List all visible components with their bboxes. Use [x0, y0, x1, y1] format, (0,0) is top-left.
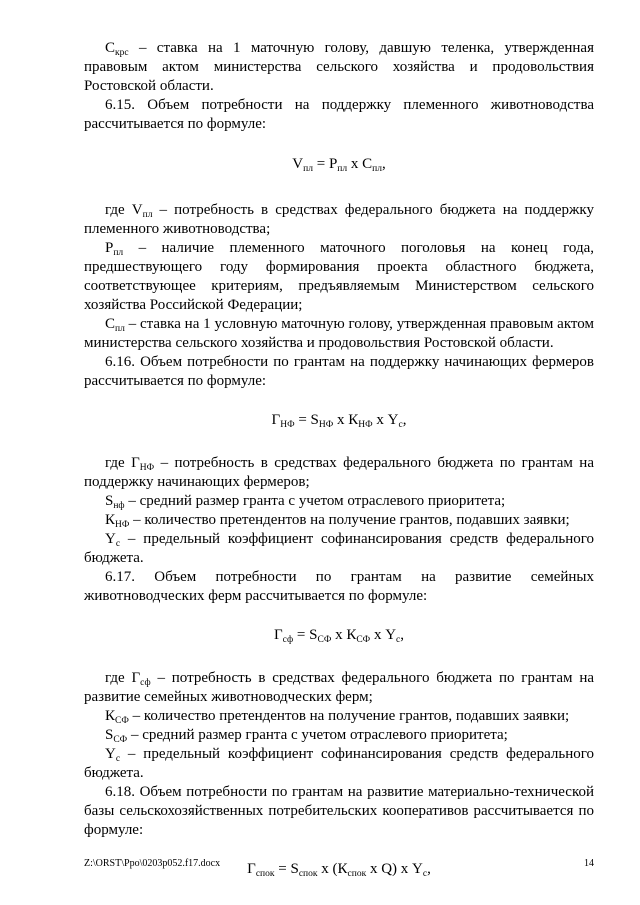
- symbol: Г: [131, 455, 140, 471]
- formula-operator: х Q) х: [366, 861, 413, 877]
- formula-term: К: [346, 627, 357, 643]
- formula-operator: =: [274, 861, 291, 877]
- formula-6-15: [84, 155, 594, 174]
- symbol: С: [105, 40, 116, 56]
- formula-operator: х: [372, 412, 388, 428]
- formula-operator: х: [331, 627, 347, 643]
- symbol: К: [105, 512, 116, 528]
- formula-subscript: НФ: [358, 420, 373, 430]
- formula-subscript: c: [396, 635, 401, 645]
- symbol: Y: [105, 531, 116, 547]
- definition-text: – ставка на 1 условную маточную голову, утвержденная правовым актом министерства сельского хозяйства и продовольствия Ростовской области.: [84, 316, 594, 351]
- definition-text: – потребность в средствах федерального бюджета по грантам на поддержку начинающих фермеров;: [84, 455, 594, 490]
- symbol: Y: [105, 746, 116, 762]
- symbol-subscript: НФ: [115, 520, 130, 530]
- paragraph-c-krs: [84, 39, 594, 96]
- formula-term: S: [309, 627, 318, 643]
- formula-subscript: спок: [347, 869, 367, 879]
- formula-term: Р: [328, 156, 338, 172]
- formula-operator: =: [293, 627, 310, 643]
- formula-subscript: НФ: [280, 420, 295, 430]
- section-6-18: 6.18. Объем потребности по грантам на развитие материально-технической базы сельскохозяйственных потребительских кооперативов рассчитывается по формуле:: [84, 784, 594, 838]
- symbol: С: [105, 316, 116, 332]
- definition-text: – средний размер гранта с учетом отраслевого приоритета;: [127, 727, 508, 743]
- symbol-subscript: крс: [115, 48, 129, 58]
- formula-subscript: СФ: [317, 635, 332, 645]
- symbol-subscript: c: [115, 539, 121, 549]
- formula-operator: ,: [400, 627, 404, 643]
- formula-subscript: пл: [303, 164, 313, 174]
- symbol: V: [131, 202, 143, 218]
- symbol-subscript: c: [115, 754, 121, 764]
- definition-text: – потребность в средствах федерального бюджета по грантам на развитие семейных животноводческих ферм;: [84, 670, 594, 705]
- formula-operator: =: [312, 156, 329, 172]
- symbol-subscript: НФ: [139, 463, 155, 473]
- formula-term: К: [348, 412, 359, 428]
- definition-text: – потребность в средствах федерального бюджета на поддержку племенного животноводства;: [84, 202, 594, 237]
- definition-y-c-2: [84, 745, 594, 783]
- formula-term: V: [292, 156, 304, 172]
- formula-operator: х (: [317, 861, 338, 877]
- formula-term: Г: [271, 412, 281, 428]
- definition-text: – предельный коэффициент софинансирования средств федерального бюджета.: [84, 746, 594, 781]
- definition-c-pl: [84, 315, 594, 353]
- definition-r-pl: [84, 239, 594, 315]
- formula-term: Г: [274, 627, 283, 643]
- definition-prefix: где: [105, 455, 132, 471]
- definition-text: – предельный коэффициент софинансирования средств федерального бюджета.: [84, 531, 594, 566]
- definition-y-c: [84, 530, 594, 568]
- definition-k-nf: [84, 511, 594, 530]
- symbol: К: [105, 708, 116, 724]
- symbol-subscript: СФ: [113, 735, 128, 745]
- symbol-subscript: нф: [113, 501, 125, 511]
- formula-term: S: [310, 412, 319, 428]
- section-6-17: 6.17. Объем потребности по грантам на развитие семейных животноводческих ферм рассчитывается по формуле:: [84, 569, 594, 604]
- symbol-subscript: пл: [115, 324, 125, 334]
- formula-subscript: НФ: [318, 420, 334, 430]
- definition-s-sf: [84, 726, 594, 745]
- formula-subscript: сф: [282, 635, 294, 645]
- formula-term: Y: [412, 861, 423, 877]
- formula-subscript: c: [422, 869, 428, 879]
- formula-operator: х: [347, 156, 363, 172]
- definition-text: – средний размер гранта с учетом отраслевого приоритета;: [124, 493, 506, 509]
- symbol: S: [105, 727, 114, 743]
- symbol-subscript: пл: [113, 248, 124, 258]
- symbol: Г: [131, 670, 141, 686]
- formula-term: Y: [385, 627, 397, 643]
- formula-operator: ,: [402, 412, 407, 428]
- formula-term: С: [362, 156, 373, 172]
- formula-6-17: [84, 626, 594, 645]
- definition-prefix: где: [105, 202, 132, 218]
- definition-v-pl: [84, 201, 594, 239]
- definition-text: – количество претендентов на получение грантов, подавших заявки;: [129, 512, 570, 528]
- definition-text: – количество претендентов на получение грантов, подавших заявки;: [128, 708, 570, 724]
- symbol: S: [105, 493, 114, 509]
- symbol: Р: [105, 240, 114, 256]
- section-6-16: 6.16. Объем потребности по грантам на поддержку начинающих фермеров рассчитывается по формуле:: [84, 354, 594, 389]
- formula-term: Y: [387, 412, 399, 428]
- section-6-15: 6.15. Объем потребности на поддержку племенного животноводства рассчитывается по формуле:: [84, 97, 594, 132]
- formula-subscript: спок: [255, 869, 275, 879]
- formula-term: К: [337, 861, 348, 877]
- formula-term: Г: [247, 861, 256, 877]
- paragraph-text: – ставка на 1 маточную голову, давшую теленка, утвержденная правовым актом министерства сельского хозяйства и продовольствия Ростовской области.: [84, 40, 594, 94]
- formula-subscript: пл: [372, 164, 382, 174]
- definition-k-sf: [84, 707, 594, 726]
- formula-operator: х: [333, 412, 349, 428]
- definition-prefix: где: [105, 670, 132, 686]
- definition-g-sf: [84, 669, 594, 707]
- symbol-subscript: пл: [142, 210, 153, 220]
- formula-subscript: СФ: [356, 635, 371, 645]
- footer-page-number: 14: [584, 858, 594, 869]
- formula-6-16: [84, 411, 594, 430]
- formula-subscript: c: [398, 420, 403, 430]
- definition-text: – наличие племенного маточного поголовья на конец года, предшествующего году формирования проекта областного бюджета, соответствующее критериям, предъявляемым Министерством сельского хозяйства Российской Федерации;: [84, 240, 594, 313]
- definition-s-nf: [84, 492, 594, 511]
- formula-operator: =: [294, 412, 311, 428]
- document-body: [84, 39, 594, 879]
- formula-subscript: пл: [337, 164, 348, 174]
- footer-file-path: Z:\ORST\Ppo\0203p052.f17.docx: [84, 858, 221, 869]
- symbol-subscript: сф: [140, 678, 151, 688]
- formula-operator: ,: [427, 861, 431, 877]
- formula-operator: х: [370, 627, 386, 643]
- formula-operator: ,: [381, 156, 386, 172]
- formula-term: S: [290, 861, 299, 877]
- formula-subscript: спок: [298, 869, 318, 879]
- symbol-subscript: СФ: [115, 716, 129, 726]
- definition-g-nf: [84, 454, 594, 492]
